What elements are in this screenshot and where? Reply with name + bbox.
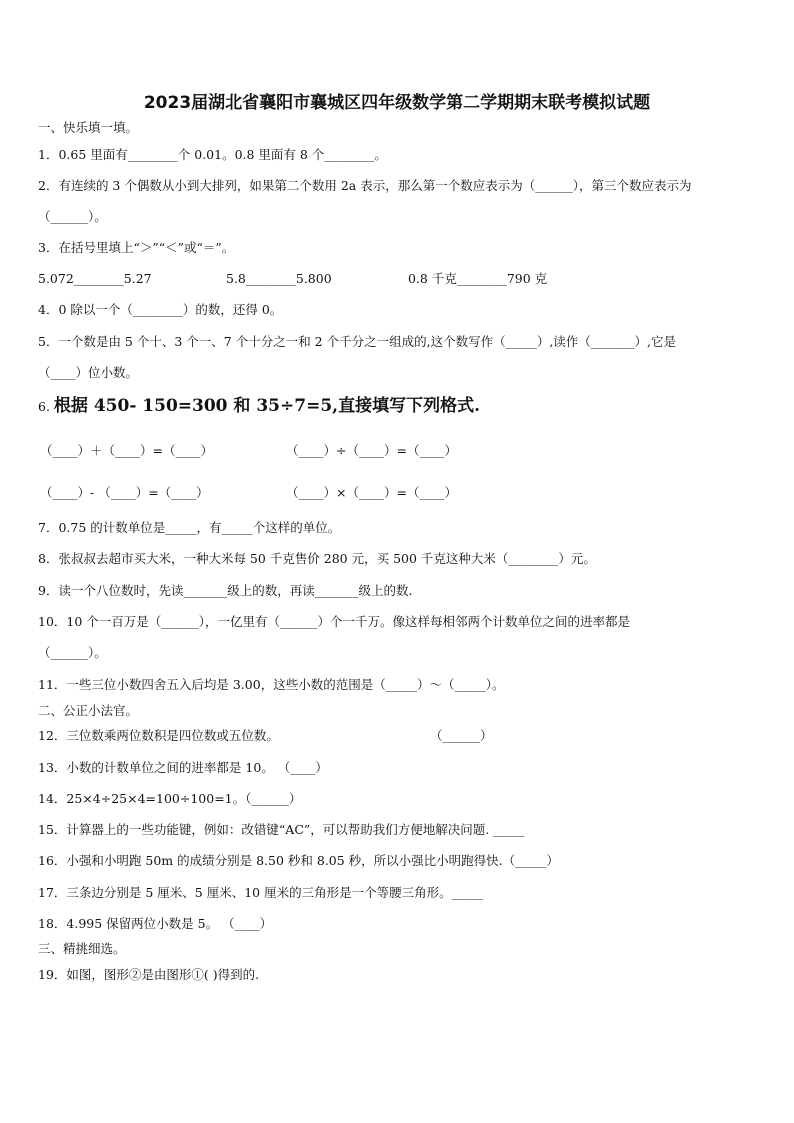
question-6-number: 6. xyxy=(38,399,50,414)
question-15: 15．计算器上的一些功能键，例如：改错键“AC”，可以帮助我们方便地解决问题. _____ xyxy=(38,822,525,837)
question-1: 1．0.65 里面有________个 0.01。0.8 里面有 8 个________。 xyxy=(38,147,387,162)
question-16: 16．小强和小明跑 50m 的成绩分别是 8.50 秒和 8.05 秒，所以小强比小明跑得快.（_____） xyxy=(38,853,559,868)
question-3: 3．在括号里填上“＞”“＜”或“＝”。 xyxy=(38,240,235,255)
question-12-blank: （______） xyxy=(430,728,493,743)
question-19: 19．如图，图形②是由图形①( )得到的. xyxy=(38,967,260,982)
question-3-item-c: 0.8 千克________790 克 xyxy=(408,271,548,286)
question-5-line-2: （____）位小数。 xyxy=(38,365,139,380)
question-14: 14．25×4÷25×4=100÷100=1。（______） xyxy=(38,791,302,806)
question-3-item-b: 5.8________5.800 xyxy=(226,271,332,286)
question-4: 4．0 除以一个（________）的数，还得 0。 xyxy=(38,302,283,317)
section-1-heading: 一、快乐填一填。 xyxy=(38,120,139,135)
question-12: 12．三位数乘两位数积是四位数或五位数。 xyxy=(38,728,279,743)
question-6 xyxy=(38,397,480,416)
question-18: 18．4.995 保留两位小数是 5。 （____） xyxy=(38,916,273,931)
question-6-row-1-right: （____）÷（____）=（____） xyxy=(286,443,457,458)
question-13: 13．小数的计数单位之间的进率都是 10。 （____） xyxy=(38,760,328,775)
question-2-line-2: （______）。 xyxy=(38,209,107,224)
question-6-row-1-left: （____）＋（____）=（____） xyxy=(40,443,213,458)
question-10-line-1: 10．10 个一百万是（______），一亿里有（______）个一千万。像这样每相邻两个计数单位之间的进率都是 xyxy=(38,614,631,629)
section-2-heading: 二、公正小法官。 xyxy=(38,703,139,718)
question-6-row-2-left: （____）- （____）=（____） xyxy=(40,485,209,500)
question-8: 8．张叔叔去超市买大米，一种大米每 50 千克售价 280 元，买 500 千克这种大米（________）元。 xyxy=(38,551,596,566)
question-11: 11．一些三位小数四舍五入后均是 3.00，这些小数的范围是（_____）～（_____）。 xyxy=(38,677,505,692)
page-title: 2023届湖北省襄阳市襄城区四年级数学第二学期期末联考模拟试题 xyxy=(143,93,651,113)
question-10-line-2: （______）。 xyxy=(38,645,107,660)
question-17: 17．三条边分别是 5 厘米、5 厘米、10 厘米的三角形是一个等腰三角形。_____ xyxy=(38,885,483,900)
question-3-item-a: 5.072________5.27 xyxy=(38,271,152,286)
question-9: 9．读一个八位数时，先读_______级上的数，再读_______级上的数. xyxy=(38,583,413,598)
question-6-row-2-right: （____）×（____）=（____） xyxy=(286,485,457,500)
question-7: 7．0.75 的计数单位是_____，有_____个这样的单位。 xyxy=(38,520,341,535)
section-3-heading: 三、精挑细选。 xyxy=(38,941,126,956)
question-6-text: 根据 450- 150=300 和 35÷7=5,直接填写下列格式. xyxy=(53,396,480,416)
question-5-line-1: 5．一个数是由 5 个十、3 个一、7 个十分之一和 2 个千分之一组成的,这个数写作（_____）,读作（_______）,它是 xyxy=(38,334,677,349)
question-2-line-1: 2．有连续的 3 个偶数从小到大排列，如果第二个数用 2a 表示，那么第一个数应表示为（______），第三个数应表示为 xyxy=(38,178,692,193)
